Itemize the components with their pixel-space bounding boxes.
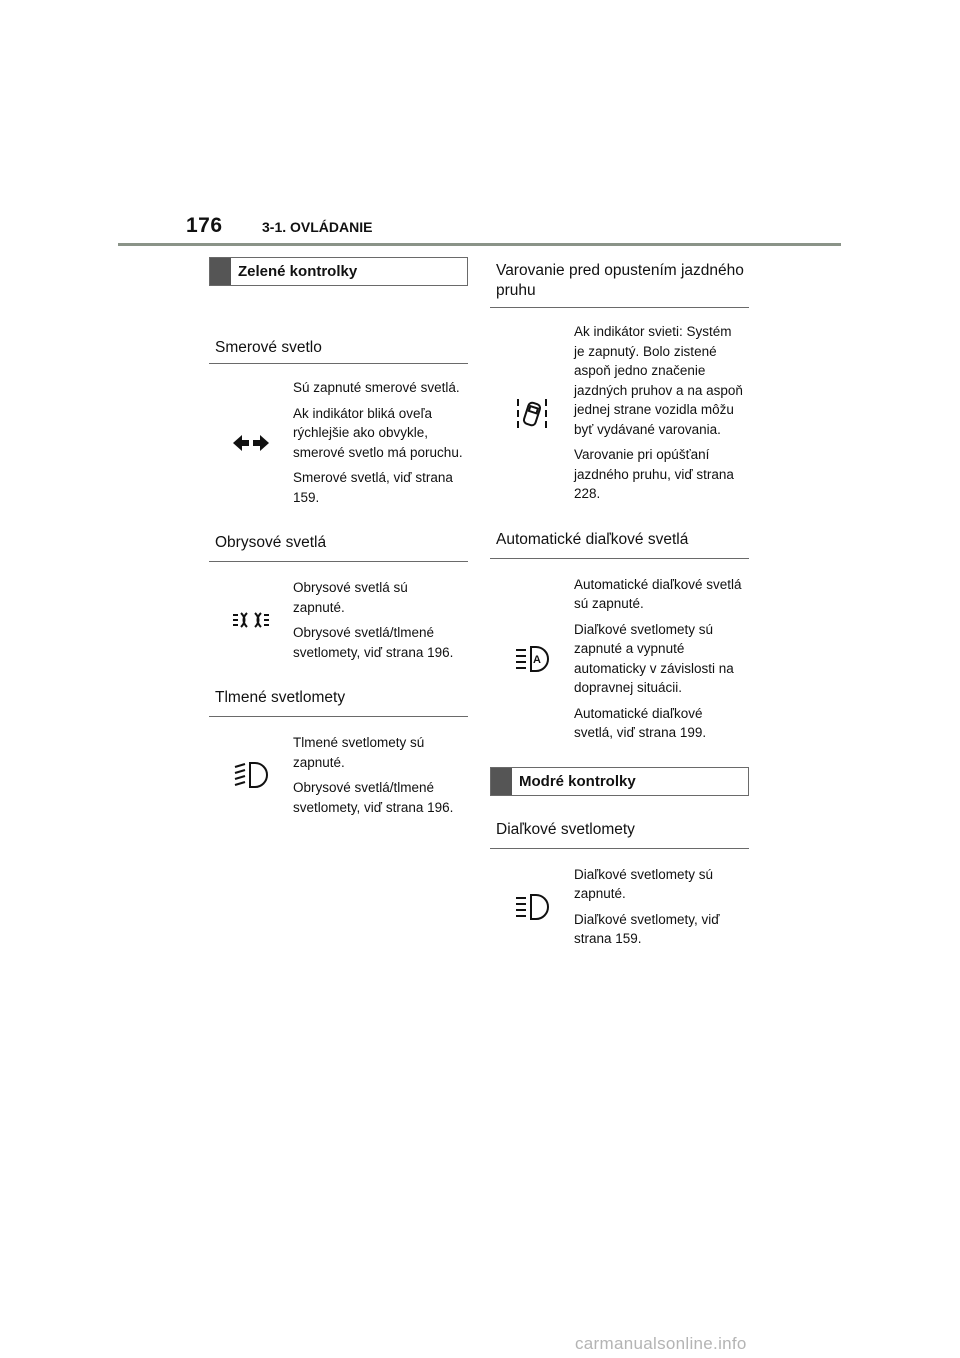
header-divider xyxy=(118,243,841,246)
paragraph: Obrysové svetlá/tlmené svetlomety, viď strana 196. xyxy=(293,780,454,815)
paragraph: Diaľkové svetlomety, viď strana 159. xyxy=(574,911,720,946)
heading-text: Automatické diaľkové svetlá xyxy=(496,530,689,548)
heading-text: Smerové svetlo xyxy=(215,339,322,356)
section-title: Zelené kontrolky xyxy=(238,263,358,280)
svg-text:A: A xyxy=(533,653,541,666)
page-number: 176 xyxy=(186,214,223,237)
section-green-indicators xyxy=(209,257,468,286)
section-marker xyxy=(491,768,512,795)
auto-high-beam-icon xyxy=(490,575,574,743)
paragraph: Tlmené svetlomety sú zapnuté. xyxy=(293,735,425,770)
paragraph: Automatické diaľkové svetlá sú zapnuté. xyxy=(574,576,742,611)
heading-text: Tlmené svetlomety xyxy=(215,689,346,706)
high-beam-icon xyxy=(490,865,574,949)
paragraph: Ak indikátor svieti: Systém je zapnutý. Bolo zistené aspoň jedno značenie jazdných pruhov a na aspoň jednej strane vozidla môžu byť vydávané varovania. xyxy=(574,324,743,437)
entry-turn-signal xyxy=(209,378,468,507)
left-column xyxy=(209,257,468,817)
heading-auto-high-beam xyxy=(490,530,749,559)
parking-lights-icon xyxy=(209,578,293,662)
paragraph: Sú zapnuté smerové svetlá. xyxy=(293,380,460,395)
turn-signal-icon xyxy=(209,378,293,507)
section-blue-indicators xyxy=(490,767,749,796)
lane-departure-icon xyxy=(490,322,574,504)
paragraph: Obrysové svetlá sú zapnuté. xyxy=(293,580,408,615)
paragraph: Smerové svetlá, viď strana 159. xyxy=(293,470,453,505)
right-column xyxy=(490,257,749,949)
chapter-title: 3-1. OVLÁDANIE xyxy=(262,219,373,235)
heading-parking-lights xyxy=(209,533,468,562)
heading-lane-departure xyxy=(490,257,749,308)
paragraph: Ak indikátor bliká oveľa rýchlejšie ako obvykle, smerové svetlo má poruchu. xyxy=(293,405,463,460)
entry-low-beam xyxy=(209,733,468,817)
section-title: Modré kontrolky xyxy=(519,772,636,790)
paragraph: Automatické diaľkové svetlá, viď strana 199. xyxy=(574,705,707,740)
entry-lane-departure xyxy=(490,322,749,504)
entry-auto-high-beam xyxy=(490,575,749,743)
paragraph: Diaľkové svetlomety sú zapnuté a vypnuté automaticky v závislosti na dopravnej situácii. xyxy=(574,621,734,695)
heading-high-beam xyxy=(490,820,749,849)
heading-low-beam xyxy=(209,688,468,717)
low-beam-icon xyxy=(209,733,293,817)
heading-text: Diaľkové svetlomety xyxy=(496,820,635,838)
paragraph: Varovanie pri opúšťaní jazdného pruhu, viď strana 228. xyxy=(574,447,734,501)
entry-parking-lights xyxy=(209,578,468,662)
entry-high-beam xyxy=(490,865,749,949)
section-marker xyxy=(210,258,231,285)
heading-text: Varovanie pred opustením jazdného pruhu xyxy=(496,262,744,299)
heading-text: Obrysové svetlá xyxy=(215,534,327,551)
paragraph: Obrysové svetlá/tlmené svetlomety, viď strana 196. xyxy=(293,625,454,660)
footer-watermark: carmanualsonline.info xyxy=(575,1334,747,1353)
paragraph: Diaľkové svetlomety sú zapnuté. xyxy=(574,866,713,901)
heading-turn-signal xyxy=(209,310,468,364)
